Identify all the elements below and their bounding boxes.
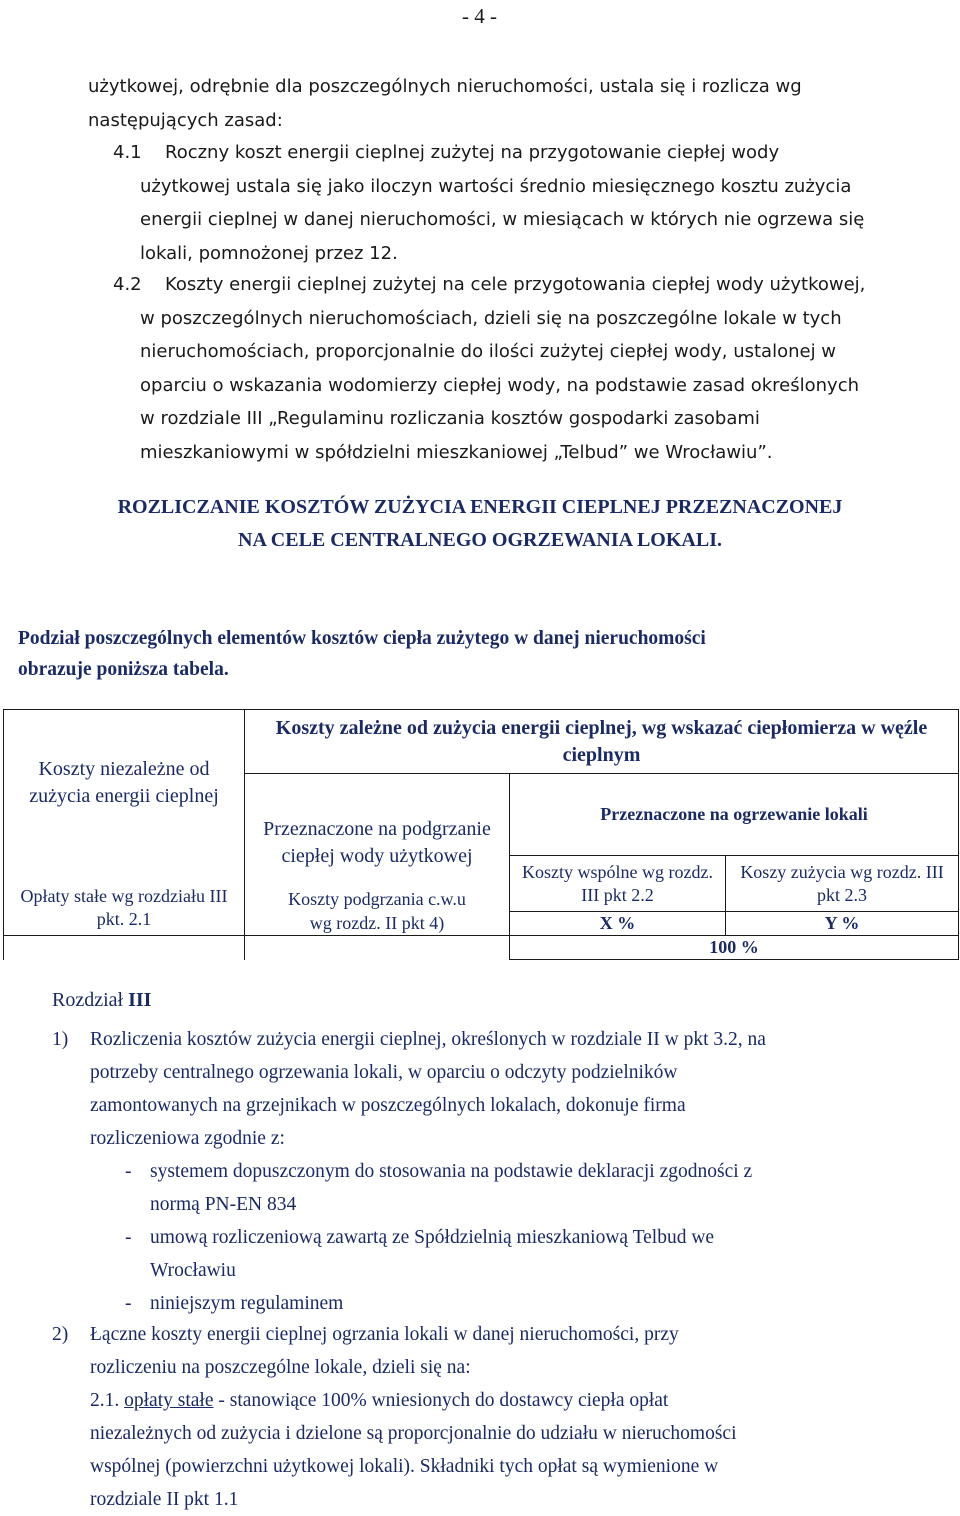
intro-paragraph <box>88 70 948 137</box>
heating-header: Przeznaczone na ogrzewanie lokali <box>510 774 959 856</box>
hot-water-costs-cell <box>245 888 510 936</box>
fixed-fees-cell: Opłaty stałe wg rozdziału III pkt. 2.1 <box>4 856 245 936</box>
table-intro <box>18 623 948 685</box>
sub-item-line: wspólnej (powierzchni użytkowej lokali). Składniki tych opłat są wymienione w <box>90 1456 719 1477</box>
item-line: rozliczeniu na poszczególne lokale, dzieli się na: <box>90 1357 471 1378</box>
chapter-label: Rozdział <box>52 989 124 1011</box>
bullet-text: normą PN-EN 834 <box>150 1194 297 1215</box>
point-4-1 <box>113 136 950 270</box>
bullet-text: systemem dopuszczonym do stosowania na podstawie deklaracji zgodności z <box>150 1161 753 1182</box>
bullet-dash: - <box>125 1227 132 1248</box>
intro-line: użytkowej, odrębnie dla poszczególnych nieruchomości, ustala się i rozlicza wg <box>88 76 802 97</box>
total-percent-cell: 100 % <box>510 936 959 960</box>
point-line: użytkowej ustala się jako iloczyn wartości średnio miesięcznego kosztu zużycia <box>140 175 852 197</box>
bullet-dash: - <box>125 1161 132 1182</box>
sub-item-number: 2.1. <box>90 1390 120 1411</box>
sub-item-line <box>90 1384 955 1417</box>
point-4-2 <box>113 268 955 469</box>
item-number: 1) <box>52 1029 69 1050</box>
item-number: 2) <box>52 1324 69 1345</box>
item-line: Łączne koszty energii cieplnej ogrzania lokali w danej nieruchomości, przy <box>90 1324 679 1345</box>
point-line: energii cieplnej w danej nieruchomości, w miesiącach w których nie ogrzewa się <box>140 209 865 230</box>
point-line: lokali, pomnożonej przez 12. <box>140 242 398 264</box>
item-line: zamontowanych na grzejnikach w poszczególnych lokalach, dokonuje firma <box>90 1095 686 1116</box>
hot-water-header: Przeznaczone na podgrzanie ciepłej wody użytkowej <box>245 774 510 912</box>
empty-cell <box>245 936 510 960</box>
bullet-item <box>90 1155 955 1221</box>
item-line: potrzeby centralnego ogrzewania lokali, w oparciu o odczyty podzielników <box>90 1062 678 1083</box>
independent-costs-header: Koszty niezależne od zużycia energii cieplnej <box>4 710 245 856</box>
section-heading-line: ROZLICZANIE KOSZTÓW ZUŻYCIA ENERGII CIEPLNEJ PRZEZNACZONEJ <box>117 496 843 518</box>
consumption-costs-cell: Koszy zużycia wg rozdz. III pkt 2.3 <box>726 856 959 912</box>
chapter-heading <box>52 989 151 1012</box>
fixed-fees-link: opłaty stałe <box>124 1390 214 1411</box>
bullet-text: niniejszym regulaminem <box>150 1293 344 1314</box>
section-item-1 <box>52 1023 955 1320</box>
common-costs-cell: Koszty wspólne wg rozdz. III pkt 2.2 <box>510 856 726 912</box>
bullet-text: Wrocławiu <box>150 1260 236 1281</box>
bullet-dash: - <box>125 1293 132 1314</box>
page-number: - 4 - <box>462 4 497 28</box>
intro-line: następujących zasad: <box>88 109 283 131</box>
point-line: nieruchomościach, proporcjonalnie do ilości zużytej ciepłej wody, ustalonej w <box>140 341 837 362</box>
point-line: mieszkaniowymi w spółdzielni mieszkaniowej „Telbud” we Wrocławiu”. <box>140 441 773 463</box>
sub-item-line: rozdziale II pkt 1.1 <box>90 1489 239 1510</box>
point-line: Koszty energii cieplnej zużytej na cele przygotowania ciepłej wody użytkowej, <box>165 274 866 295</box>
point-line: w poszczególnych nieruchomościach, dzieli się na poszczególne lokale w tych <box>140 307 842 329</box>
bullet-item <box>90 1287 955 1320</box>
y-percent-cell: Y % <box>726 912 959 936</box>
bullet-item <box>90 1221 955 1287</box>
item-line: Rozliczenia kosztów zużycia energii cieplnej, określonych w rozdziale II w pkt 3.2, na <box>90 1029 766 1050</box>
section-heading <box>0 491 960 557</box>
section-item-2 <box>52 1318 955 1516</box>
dependent-costs-header: Koszty zależne od zużycia energii cieplnej, wg wskazać ciepłomierza w węźle cieplnym <box>245 710 959 774</box>
sub-item-line: niezależnych od zużycia i dzielone są proporcjonalnie do udziału w nieruchomości <box>90 1423 737 1444</box>
cost-split-table <box>3 709 959 960</box>
table-intro-line: Podział poszczególnych elementów kosztów ciepła zużytego w danej nieruchomości <box>18 628 706 649</box>
x-percent-cell: X % <box>510 912 726 936</box>
point-line: oparciu o wskazania wodomierzy ciepłej wody, na podstawie zasad określonych <box>140 374 859 396</box>
point-line: Roczny koszt energii cieplnej zużytej na przygotowanie ciepłej wody <box>165 142 780 163</box>
empty-cell <box>4 936 245 960</box>
sub-item-text: - stanowiące 100% wniesionych do dostawcy ciepła opłat <box>218 1390 669 1411</box>
section-heading-line: NA CELE CENTRALNEGO OGRZEWANIA LOKALI. <box>238 529 722 551</box>
point-number: 4.2 <box>113 274 142 295</box>
table-intro-line: obrazuje poniższa tabela. <box>18 659 229 680</box>
chapter-number: III <box>128 989 152 1011</box>
point-line: w rozdziale III „Regulaminu rozliczania kosztów gospodarki zasobami <box>140 408 760 429</box>
hot-water-costs-line: Koszty podgrzania c.w.u <box>288 888 466 909</box>
point-number: 4.1 <box>113 142 142 163</box>
item-line: rozliczeniowa zgodnie z: <box>90 1128 285 1149</box>
hot-water-costs-line: wg rozdz. II pkt 4) <box>309 912 445 933</box>
bullet-text: umową rozliczeniową zawartą ze Spółdzielnią mieszkaniową Telbud we <box>150 1227 715 1248</box>
